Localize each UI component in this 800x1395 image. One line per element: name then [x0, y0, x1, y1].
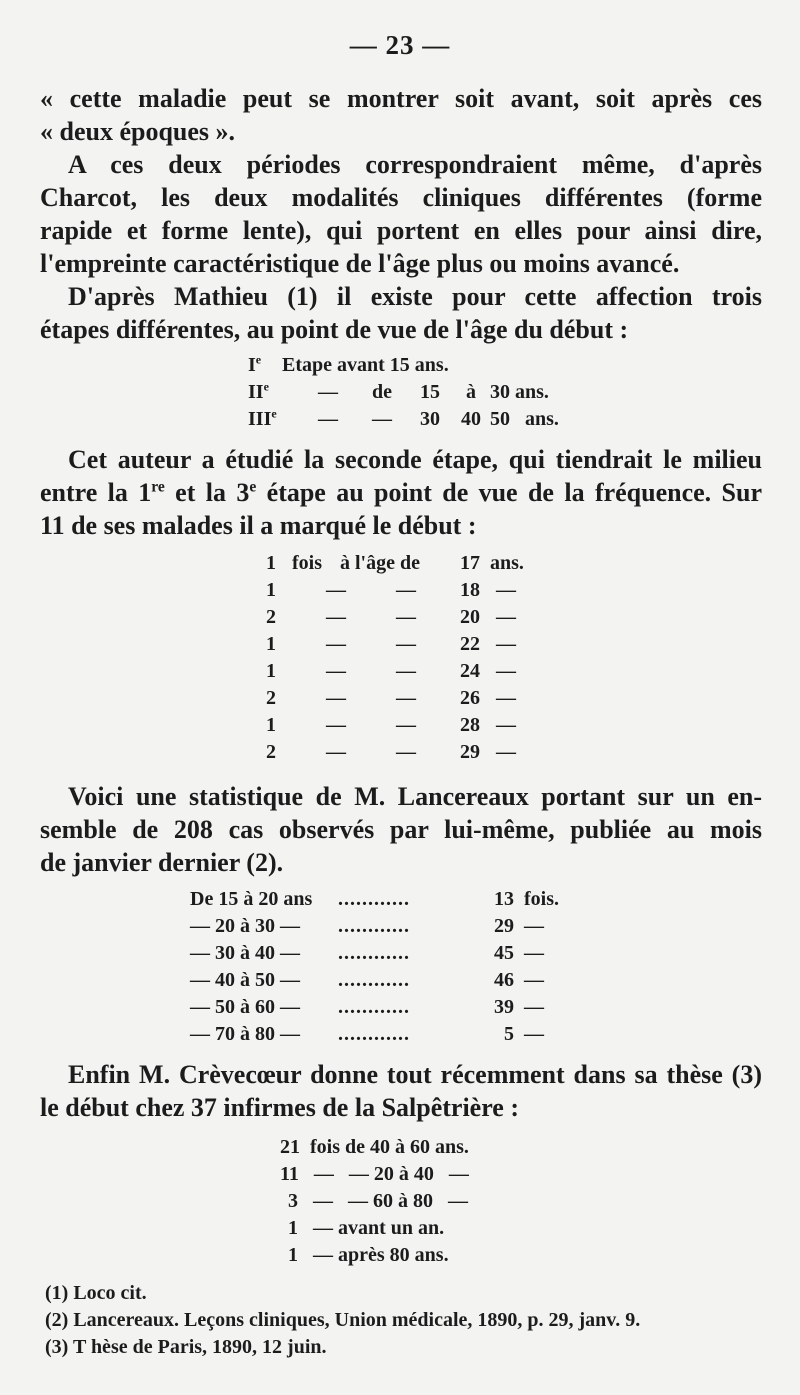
age-range: — 20 à 30 —	[190, 915, 300, 937]
dash: —	[396, 579, 416, 601]
table-row	[266, 712, 566, 739]
dash: —	[326, 687, 346, 709]
paragraph-mathieu	[40, 280, 762, 346]
table-row	[248, 352, 608, 379]
table-row	[266, 658, 566, 685]
text-line: le début chez 37 infirmes de la Salpêtrière :	[40, 1093, 519, 1122]
count-cell: 5	[504, 1023, 514, 1045]
table-row	[266, 631, 566, 658]
text-line: « deux époques ».	[40, 117, 236, 146]
age-cell: 28	[460, 714, 480, 736]
footnote: (2) Lancereaux. Leçons cliniques, Union médicale, 1890, p. 29, janv. 9.	[45, 1309, 641, 1331]
dash: —	[524, 969, 544, 991]
table-row	[190, 913, 620, 940]
count-cell: 1	[266, 579, 276, 601]
age-range: — 40 à 50 —	[190, 969, 300, 991]
cell: 30 ans.	[490, 381, 549, 403]
count-cell: 1	[266, 552, 276, 574]
dash: —	[496, 714, 516, 736]
dash: —	[326, 579, 346, 601]
table-row	[248, 379, 608, 406]
dash: —	[524, 996, 544, 1018]
crevecoeur-table	[280, 1134, 580, 1269]
etape-number: IIIe	[248, 406, 277, 430]
table-row	[190, 994, 620, 1021]
count-cell: 1	[266, 633, 276, 655]
dash: —	[396, 660, 416, 682]
leader-dots: ............	[338, 996, 410, 1018]
text-line: Enfin M. Crèvecœur donne tout récemment dans sa thèse (3)	[68, 1060, 762, 1089]
table-row	[190, 967, 620, 994]
table-row: 1 — après 80 ans.	[288, 1244, 449, 1266]
dash: —	[396, 633, 416, 655]
footnotes	[45, 1280, 765, 1361]
dash: —	[318, 381, 338, 403]
cell: fois.	[524, 888, 559, 910]
age-range: — 50 à 60 —	[190, 996, 300, 1018]
page-number: — 23 —	[349, 30, 451, 60]
count-cell: 1	[266, 714, 276, 736]
age-cell: 18	[460, 579, 480, 601]
count-cell: 2	[266, 741, 276, 763]
dash: —	[396, 606, 416, 628]
table-row	[266, 550, 566, 577]
table-row	[266, 604, 566, 631]
text-line: rapide et forme lente), qui portent en elles pour ainsi dire,	[40, 216, 762, 245]
count-cell: 13	[494, 888, 514, 910]
dash: —	[524, 915, 544, 937]
text-line: Cet auteur a étudié la seconde étape, qui tiendrait le milieu	[68, 445, 762, 474]
dash: —	[524, 1023, 544, 1045]
paragraph-lancereaux	[40, 780, 762, 879]
text-line: « cette maladie peut se montrer soit avant, soit après ces	[40, 84, 762, 113]
lancereaux-table	[190, 886, 620, 1048]
table-row	[266, 739, 566, 766]
table-row	[190, 940, 620, 967]
etapes-table	[248, 352, 608, 433]
cell: 40	[461, 408, 481, 430]
dash: —	[326, 633, 346, 655]
dash: —	[396, 741, 416, 763]
paragraph-second-etape	[40, 443, 762, 542]
count-cell: 2	[266, 606, 276, 628]
cell: fois	[292, 552, 322, 574]
age-cell: 29	[460, 741, 480, 763]
count-cell: 2	[266, 687, 276, 709]
paragraph-quote	[40, 82, 762, 148]
footnote: (3) T hèse de Paris, 1890, 12 juin.	[45, 1336, 327, 1358]
leader-dots: ............	[338, 1023, 410, 1045]
table-row	[266, 685, 566, 712]
age-range: — 70 à 80 —	[190, 1023, 300, 1045]
count-cell: 29	[494, 915, 514, 937]
dash: —	[524, 942, 544, 964]
cell: 50 ans.	[490, 408, 559, 430]
text-line: A ces deux périodes correspondraient même, d'après	[68, 150, 762, 179]
table-row: 3 — — 60 à 80 —	[288, 1190, 468, 1212]
dash: —	[496, 660, 516, 682]
cell: à	[466, 381, 476, 403]
footnote: (1) Loco cit.	[45, 1282, 147, 1304]
table-row	[190, 886, 620, 913]
dash: —	[496, 606, 516, 628]
count-cell: 1	[266, 660, 276, 682]
mathieu-table	[266, 550, 566, 766]
age-cell: 22	[460, 633, 480, 655]
etape-number: IIe	[248, 379, 269, 403]
count-cell: 45	[494, 942, 514, 964]
dash: —	[496, 579, 516, 601]
age-cell: 20	[460, 606, 480, 628]
table-row: 11 — — 20 à 40 —	[280, 1163, 469, 1185]
leader-dots: ............	[338, 942, 410, 964]
count-cell: 39	[494, 996, 514, 1018]
cell: de	[372, 381, 392, 403]
leader-dots: ............	[338, 888, 410, 910]
dash: —	[326, 741, 346, 763]
text-line: de janvier dernier (2).	[40, 848, 284, 877]
age-cell: 26	[460, 687, 480, 709]
leader-dots: ............	[338, 969, 410, 991]
text-line: entre la 1re et la 3e étape au point de vue de la fréquence. Sur	[40, 478, 763, 507]
table-row	[266, 577, 566, 604]
table-row: 1 — avant un an.	[288, 1217, 445, 1239]
dash: —	[326, 606, 346, 628]
cell: 30	[420, 408, 440, 430]
paragraph-crevecoeur	[40, 1058, 762, 1124]
age-cell: 17	[460, 552, 480, 574]
text-line: étapes différentes, au point de vue de l'âge du début :	[40, 315, 629, 344]
etape-text: Etape avant 15 ans.	[282, 354, 449, 376]
dash: —	[326, 714, 346, 736]
text-line: l'empreinte caractéristique de l'âge plus ou moins avancé.	[40, 249, 680, 278]
etape-number: Ie	[248, 352, 262, 376]
cell: à l'âge de	[340, 552, 420, 574]
dash: —	[496, 741, 516, 763]
text-line: Voici une statistique de M. Lancereaux portant sur un en-	[68, 782, 762, 811]
paragraph-charcot	[40, 148, 762, 280]
table-row	[190, 1021, 620, 1048]
dash: —	[396, 714, 416, 736]
dash: —	[372, 408, 392, 430]
dash: —	[496, 687, 516, 709]
text-line: semble de 208 cas observés par lui-même, publiée au mois	[40, 815, 762, 844]
text-line: Charcot, les deux modalités cliniques différentes (forme	[40, 183, 762, 212]
age-cell: 24	[460, 660, 480, 682]
age-range: De 15 à 20 ans	[190, 888, 313, 910]
text-line: 11 de ses malades il a marqué le début :	[40, 511, 477, 540]
leader-dots: ............	[338, 915, 410, 937]
cell: 15	[420, 381, 440, 403]
table-row: 21 fois de 40 à 60 ans.	[280, 1136, 469, 1158]
dash: —	[496, 633, 516, 655]
count-cell: 46	[494, 969, 514, 991]
dash: —	[396, 687, 416, 709]
text-line: D'après Mathieu (1) il existe pour cette affection trois	[68, 282, 762, 311]
dash: —	[318, 408, 338, 430]
dash: —	[326, 660, 346, 682]
age-range: — 30 à 40 —	[190, 942, 300, 964]
table-row	[248, 406, 608, 433]
cell: ans.	[490, 552, 524, 574]
